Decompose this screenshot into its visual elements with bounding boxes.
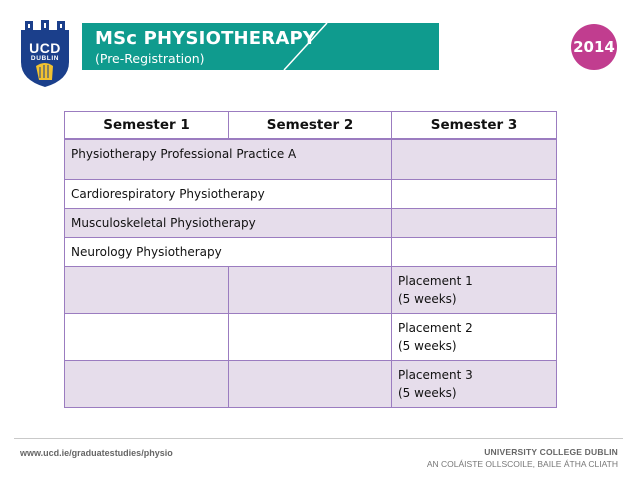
semester-schedule-table	[64, 111, 557, 408]
empty-cell	[229, 361, 392, 408]
title-banner	[82, 23, 439, 70]
footer-university-name: UNIVERSITY COLLEGE DUBLIN	[484, 447, 618, 457]
placement-cell	[392, 361, 557, 408]
empty-cell	[65, 361, 229, 408]
module-cell: Neurology Physiotherapy	[65, 238, 392, 267]
crest-ucd-text: UCD	[29, 40, 61, 56]
header-semester-2: Semester 2	[229, 112, 392, 139]
empty-cell	[65, 314, 229, 361]
empty-cell	[392, 180, 557, 209]
crest-dublin-text: DUBLIN	[30, 55, 60, 62]
placement-duration: (5 weeks)	[398, 386, 457, 400]
footer-university-irish-name: AN COLÁISTE OLLSCOILE, BAILE ÁTHA CLIATH	[426, 459, 618, 469]
empty-cell	[229, 267, 392, 314]
page-subtitle: (Pre-Registration)	[95, 51, 205, 66]
module-cell: Musculoskeletal Physiotherapy	[65, 209, 392, 238]
table-row	[65, 267, 557, 314]
empty-cell	[229, 314, 392, 361]
year-badge: 2014	[571, 24, 617, 70]
module-cell: Cardiorespiratory Physiotherapy	[65, 180, 392, 209]
placement-name: Placement 3	[398, 368, 473, 382]
table-row	[65, 180, 557, 209]
empty-cell	[65, 267, 229, 314]
table-row	[65, 139, 557, 180]
header-semester-3: Semester 3	[392, 112, 557, 139]
placement-name: Placement 2	[398, 321, 473, 335]
ucd-crest-logo	[19, 20, 71, 88]
placement-duration: (5 weeks)	[398, 292, 457, 306]
header-semester-1: Semester 1	[65, 112, 229, 139]
module-cell: Physiotherapy Professional Practice A	[65, 139, 392, 180]
footer-url-link[interactable]: www.ucd.ie/graduatestudies/physio	[20, 448, 173, 458]
empty-cell	[392, 139, 557, 180]
placement-duration: (5 weeks)	[398, 339, 457, 353]
table-header-row	[65, 112, 557, 139]
footer-divider	[14, 438, 623, 439]
table-row	[65, 361, 557, 408]
placement-cell	[392, 314, 557, 361]
empty-cell	[392, 209, 557, 238]
placement-name: Placement 1	[398, 274, 473, 288]
page-title: MSc PHYSIOTHERAPY	[95, 28, 317, 49]
table-row	[65, 314, 557, 361]
empty-cell	[392, 238, 557, 267]
table-row	[65, 238, 557, 267]
table-row	[65, 209, 557, 238]
placement-cell	[392, 267, 557, 314]
